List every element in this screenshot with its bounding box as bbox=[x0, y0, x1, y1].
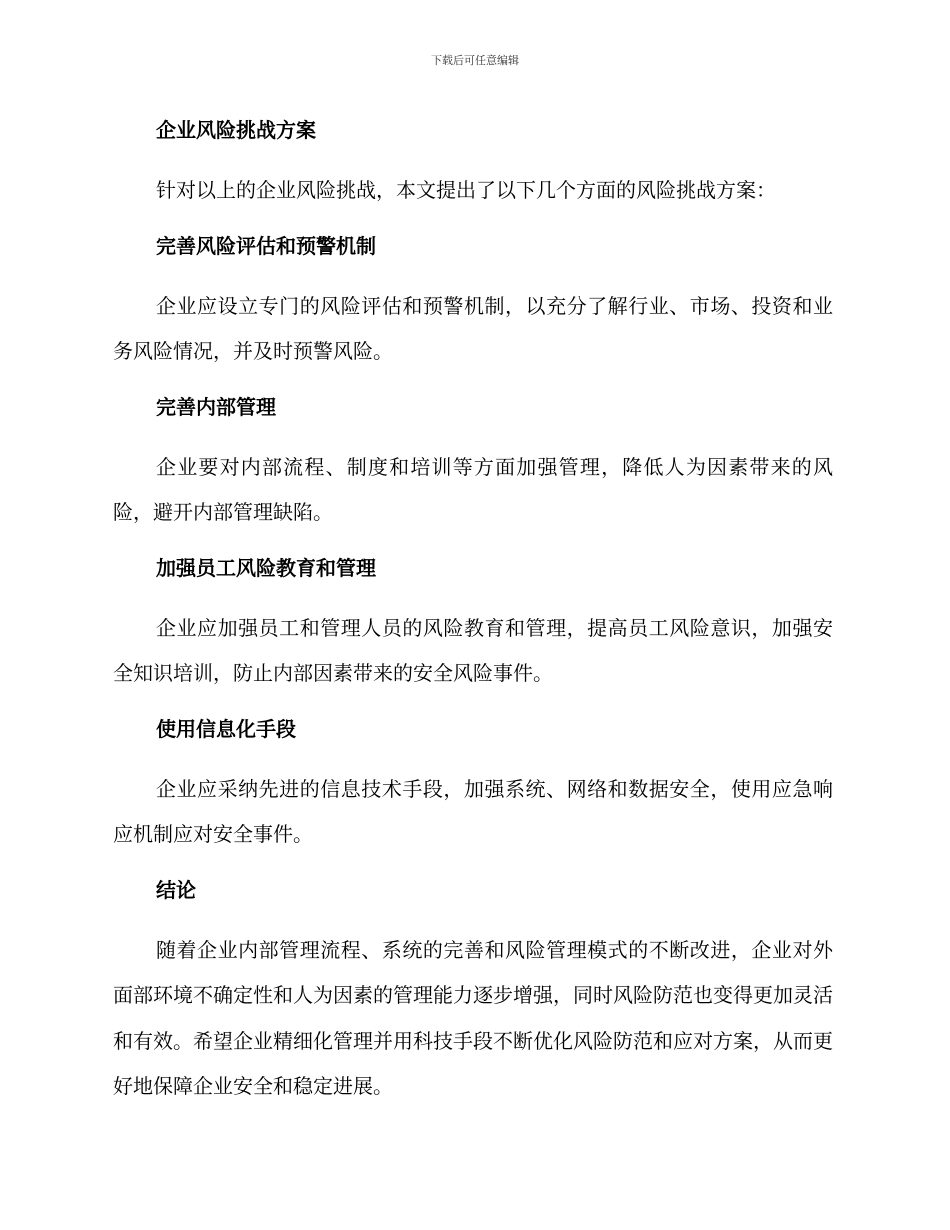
section-paragraph-internal-management: 企业要对内部流程、制度和培训等方面加强管理，降低人为因素带来的风险，避开内部管理缺陷。 bbox=[113, 454, 833, 524]
document-body bbox=[113, 110, 833, 1122]
section-paragraph-conclusion: 随着企业内部管理流程、系统的完善和风险管理模式的不断改进，企业对外面部环境不确定性和人为因素的管理能力逐步增强，同时风险防范也变得更加灵活和有效。希望企业精细化管理并用科技手段不断优化风险防范和应对方案，从而更好地保障企业安全和稳定进展。 bbox=[113, 937, 833, 1098]
section-paragraph-employee-education: 企业应加强员工和管理人员的风险教育和管理，提高员工风险意识，加强安全知识培训，防止内部因素带来的安全风险事件。 bbox=[113, 615, 833, 685]
section-paragraph-information-technology: 企业应采纳先进的信息技术手段，加强系统、网络和数据安全，使用应急响应机制应对安全事件。 bbox=[113, 776, 833, 846]
section-heading-risk-assessment: 完善风险评估和预警机制 bbox=[156, 233, 376, 258]
section-heading-internal-management: 完善内部管理 bbox=[156, 394, 276, 419]
section-paragraph-risk-assessment: 企业应设立专门的风险评估和预警机制，以充分了解行业、市场、投资和业务风险情况，并及时预警风险。 bbox=[113, 293, 833, 363]
section-heading-risk-plan: 企业风险挑战方案 bbox=[156, 118, 316, 142]
section-heading-employee-education: 加强员工风险教育和管理 bbox=[156, 555, 376, 580]
section-heading-information-technology: 使用信息化手段 bbox=[156, 716, 296, 741]
section-paragraph-risk-plan: 针对以上的企业风险挑战，本文提出了以下几个方面的风险挑战方案： bbox=[156, 178, 776, 202]
page-header: 下载后可任意编辑 bbox=[431, 54, 519, 67]
section-heading-conclusion: 结论 bbox=[156, 877, 196, 902]
